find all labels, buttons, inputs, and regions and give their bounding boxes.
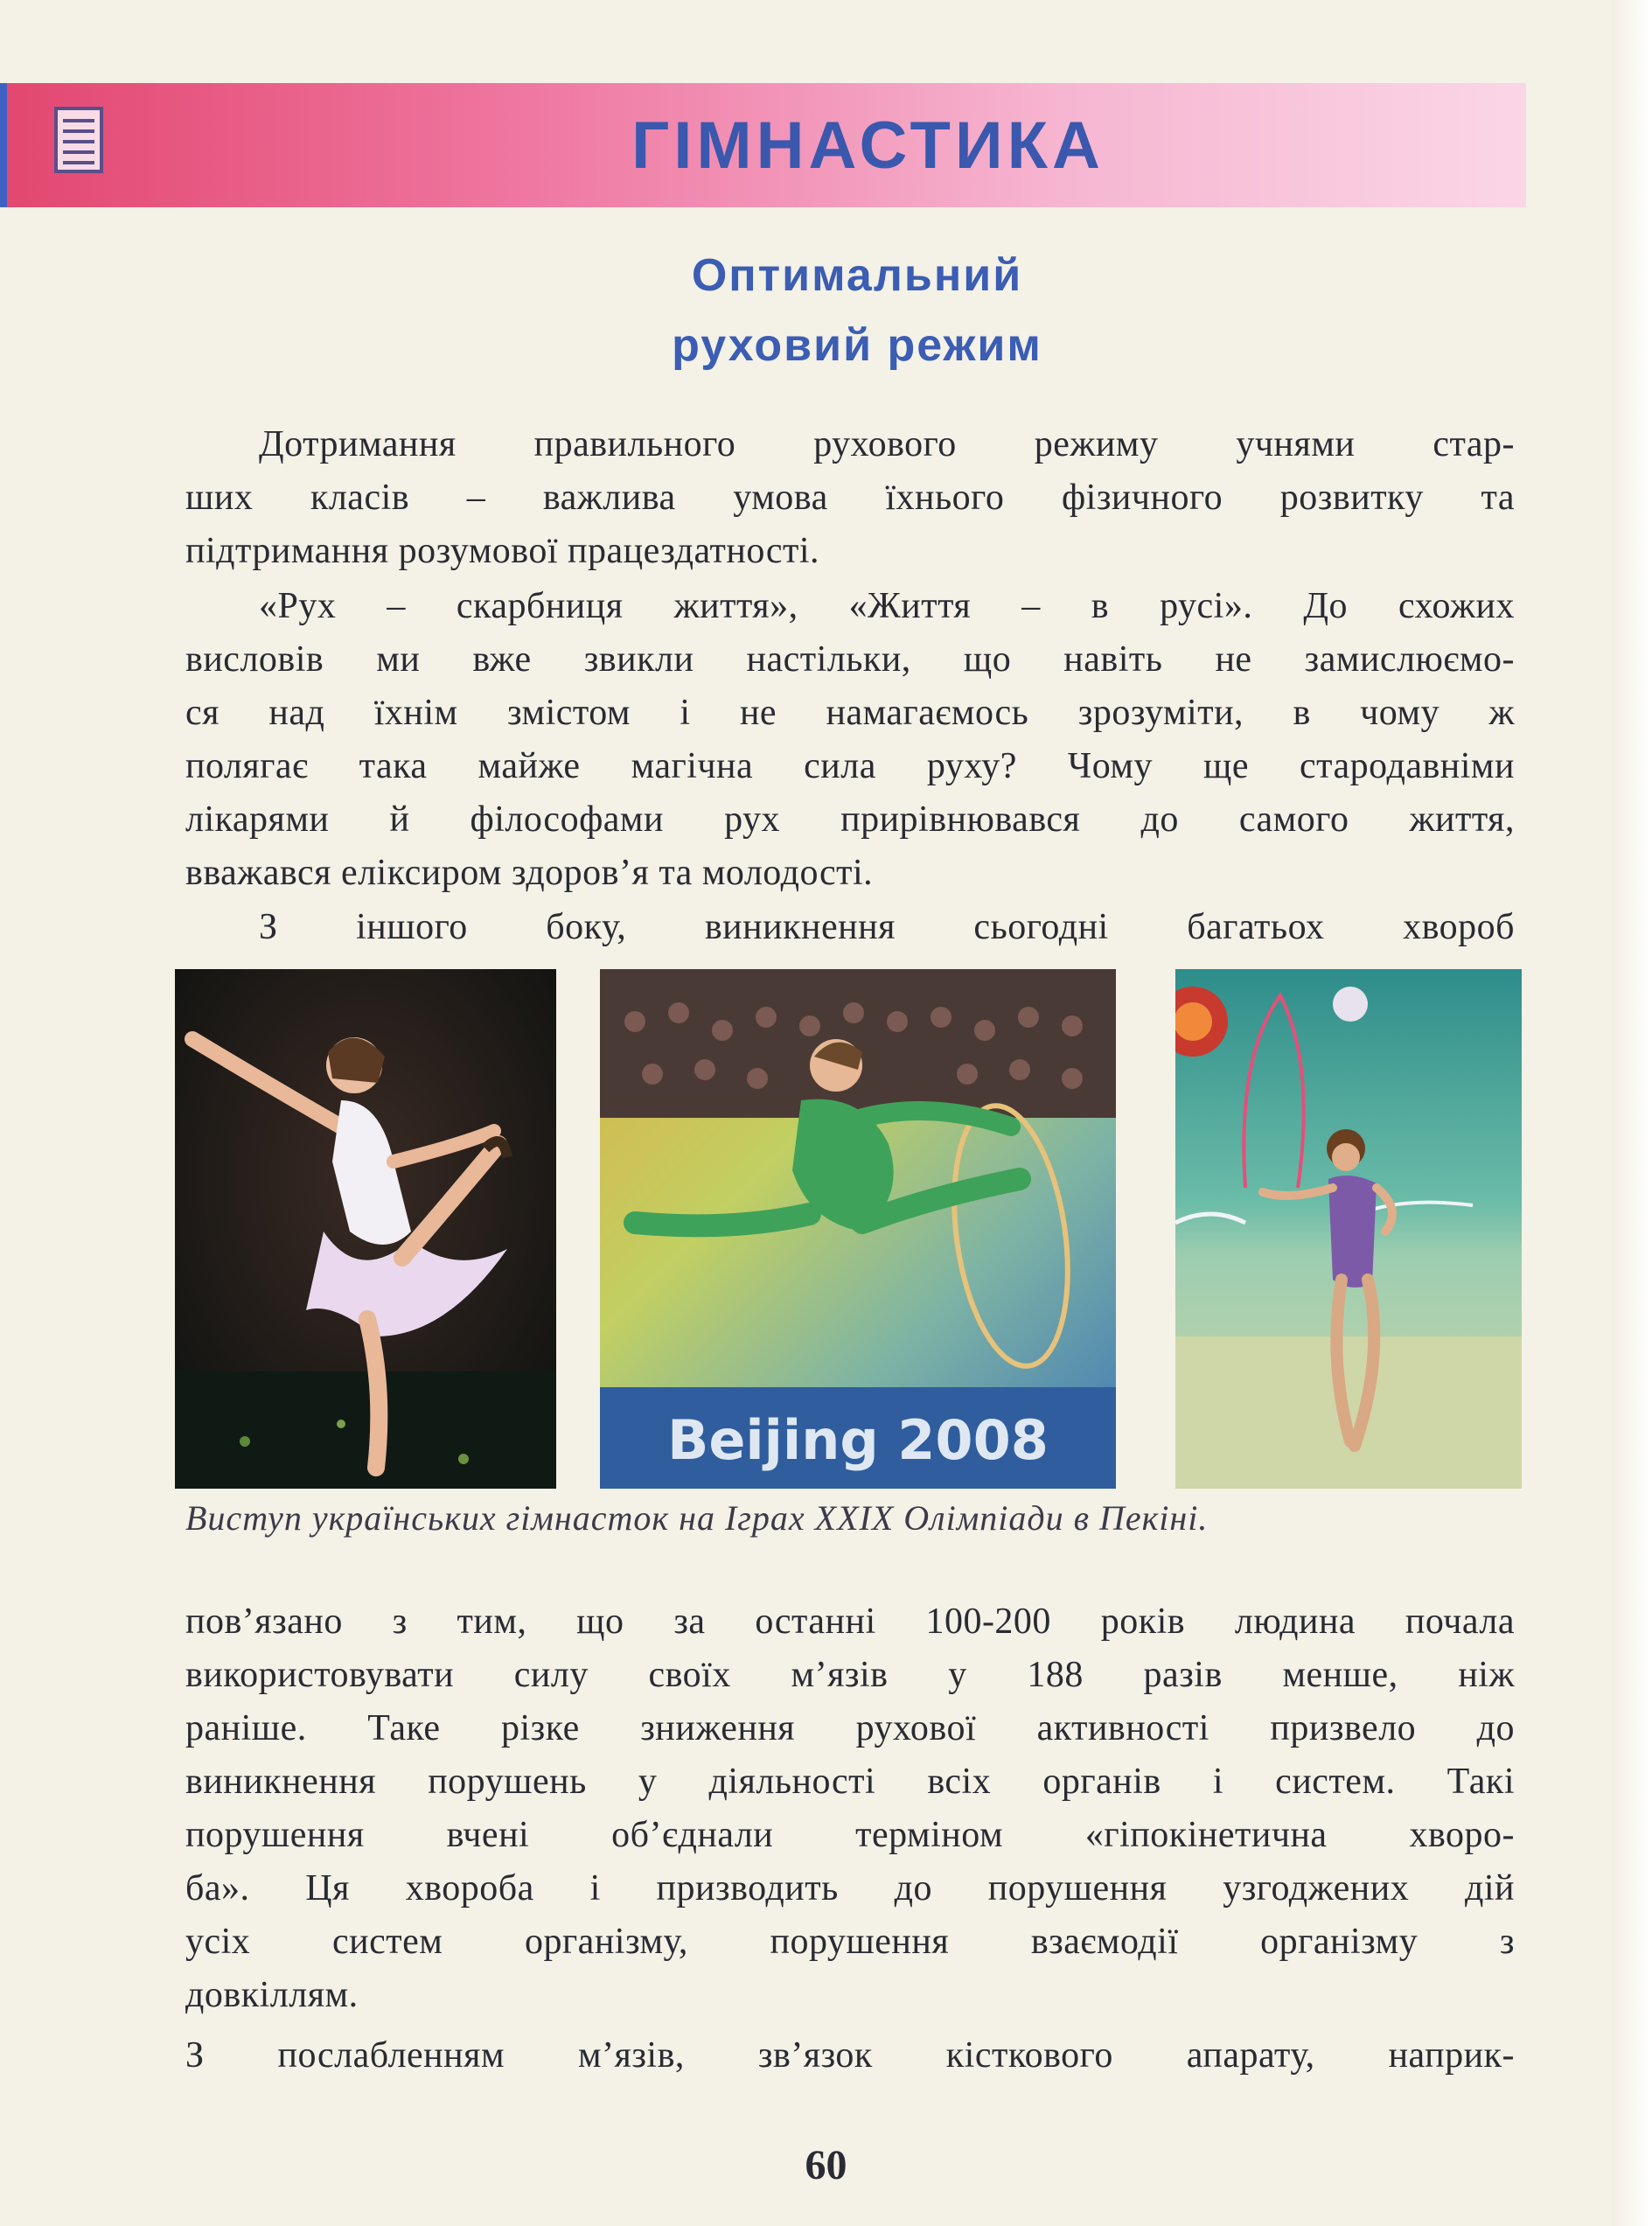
paragraph-line: раніше. Таке різке зниження рухової активності призвело до: [185, 1708, 1515, 1748]
paragraph-line: ших класів – важлива умова їхнього фізичного розвитку та: [185, 478, 1515, 518]
section-title-line-1: Оптимальний: [691, 250, 1023, 301]
paragraph-line: Дотримання правильного рухового режиму учнями стар-: [259, 424, 1515, 464]
paragraph-3-continued: [185, 1595, 1515, 2022]
photo-gymnast-white-dress: [175, 969, 556, 1489]
paragraph-3-start: [185, 901, 1515, 954]
paragraph-line: З послабленням м’язів, зв’язок кісткового апарату, наприк-: [185, 2035, 1515, 2076]
paragraph-line: полягає така майже магічна сила руху? Чому ще стародавніми: [185, 746, 1515, 786]
paragraph-4-start: [185, 2029, 1515, 2083]
paragraph-line: висловів ми вже звикли настільки, що навіть не замислюємо-: [185, 639, 1515, 680]
paragraph-line: «Рух – скарбниця життя», «Життя – в русі». До схожих: [259, 586, 1515, 626]
section-title: [533, 241, 1181, 380]
paragraph-line: ся над їхнім змістом і не намагаємось зрозуміти, в чому ж: [185, 693, 1515, 733]
paragraph-line: виникнення порушень у діяльності всіх органів і систем. Такі: [185, 1762, 1515, 1802]
paragraph-line: порушення вчені об’єднали терміном «гіпокінетична хворо-: [185, 1815, 1515, 1855]
paragraph-1: [185, 418, 1515, 578]
paragraph-line: довкіллям.: [185, 1975, 359, 2015]
paragraph-line: усіх систем організму, порушення взаємодії організму з: [185, 1922, 1515, 1962]
page-number: 60: [805, 2142, 847, 2188]
paragraph-line: підтримання розумової працездатності.: [185, 531, 820, 571]
paragraph-2: [185, 580, 1515, 900]
photo-gymnast-green-hoop: [600, 969, 1116, 1489]
paragraph-line: вважався еліксиром здоров’я та молодості.: [185, 853, 874, 893]
beijing-banner-text: Beijing 2008: [667, 1408, 1049, 1472]
paragraph-line: З іншого боку, виникнення сьогодні багатьох хвороб: [259, 907, 1515, 947]
paragraph-line: ба». Ця хвороба і призводить до порушення узгоджених дій: [185, 1868, 1515, 1908]
paragraph-line: лікарями й філософами рух прирівнювався до самого життя,: [185, 799, 1515, 840]
photo-caption: Виступ українських гімнасток на Іграх XXIX Олімпіади в Пекіні.: [185, 1498, 1209, 1538]
paragraph-line: використовувати силу своїх м’язів у 188 разів менше, ніж: [185, 1655, 1515, 1695]
chapter-title: ГІМНАСТИКА: [631, 108, 1105, 183]
photo-gymnast-rope: [1175, 969, 1522, 1489]
paragraph-line: пов’язано з тим, що за останні 100-200 років людина почала: [185, 1601, 1515, 1642]
page-spine-shadow: [1612, 0, 1652, 2226]
gymnast-photos: [175, 969, 1522, 1489]
section-title-line-2: руховий режим: [672, 320, 1042, 371]
